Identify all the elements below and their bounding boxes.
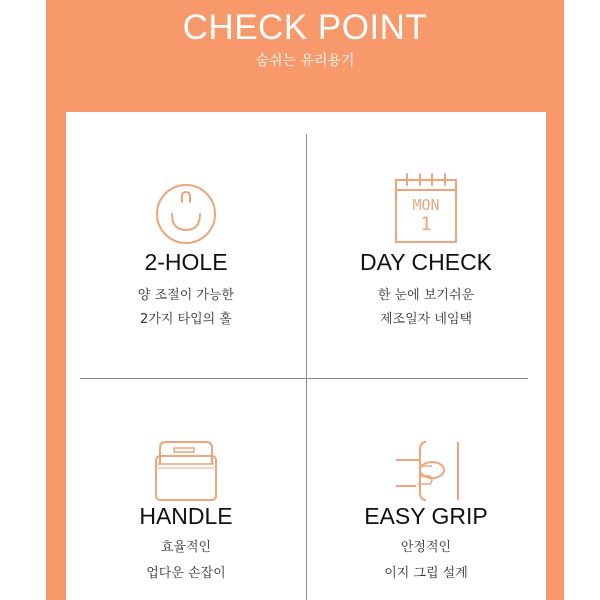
page-title: CHECK POINT: [182, 8, 428, 47]
feature-name: EASY GRIP: [364, 503, 488, 529]
feature-desc-line-1: 양 조절이 가능한: [137, 288, 235, 303]
feature-desc-line-2: 제조일자 네임택: [379, 312, 473, 327]
page-subtitle: 숨쉬는 유리용기: [255, 53, 355, 69]
feature-desc-line-1: 효율적인: [160, 540, 212, 555]
feature-desc-line-2: 2가지 타입의 홀: [140, 312, 232, 327]
feature-2-hole: [66, 112, 306, 356]
feature-desc-line-2: 이지 그립 설계: [384, 566, 468, 581]
hand-grip-icon: [386, 430, 466, 510]
smile-hole-icon: [146, 174, 226, 254]
feature-desc-line-1: 한 눈에 보기쉬운: [377, 288, 475, 303]
feature-name: 2-HOLE: [144, 249, 228, 275]
calendar-icon: [386, 170, 466, 250]
calendar-day-text: 1: [420, 213, 432, 235]
feature-name: DAY CHECK: [359, 249, 493, 275]
feature-panel: [66, 112, 546, 600]
feature-desc-line-2: 업다운 손잡이: [146, 566, 226, 581]
feature-easy-grip: [306, 378, 546, 600]
feature-name: HANDLE: [139, 503, 233, 529]
feature-handle: [66, 378, 306, 600]
container-handle-icon: [146, 432, 226, 512]
feature-desc-line-1: 안정적인: [400, 540, 452, 555]
calendar-month-text: MON: [412, 196, 440, 214]
check-point-banner: [46, 0, 564, 600]
feature-day-check: [306, 112, 546, 356]
